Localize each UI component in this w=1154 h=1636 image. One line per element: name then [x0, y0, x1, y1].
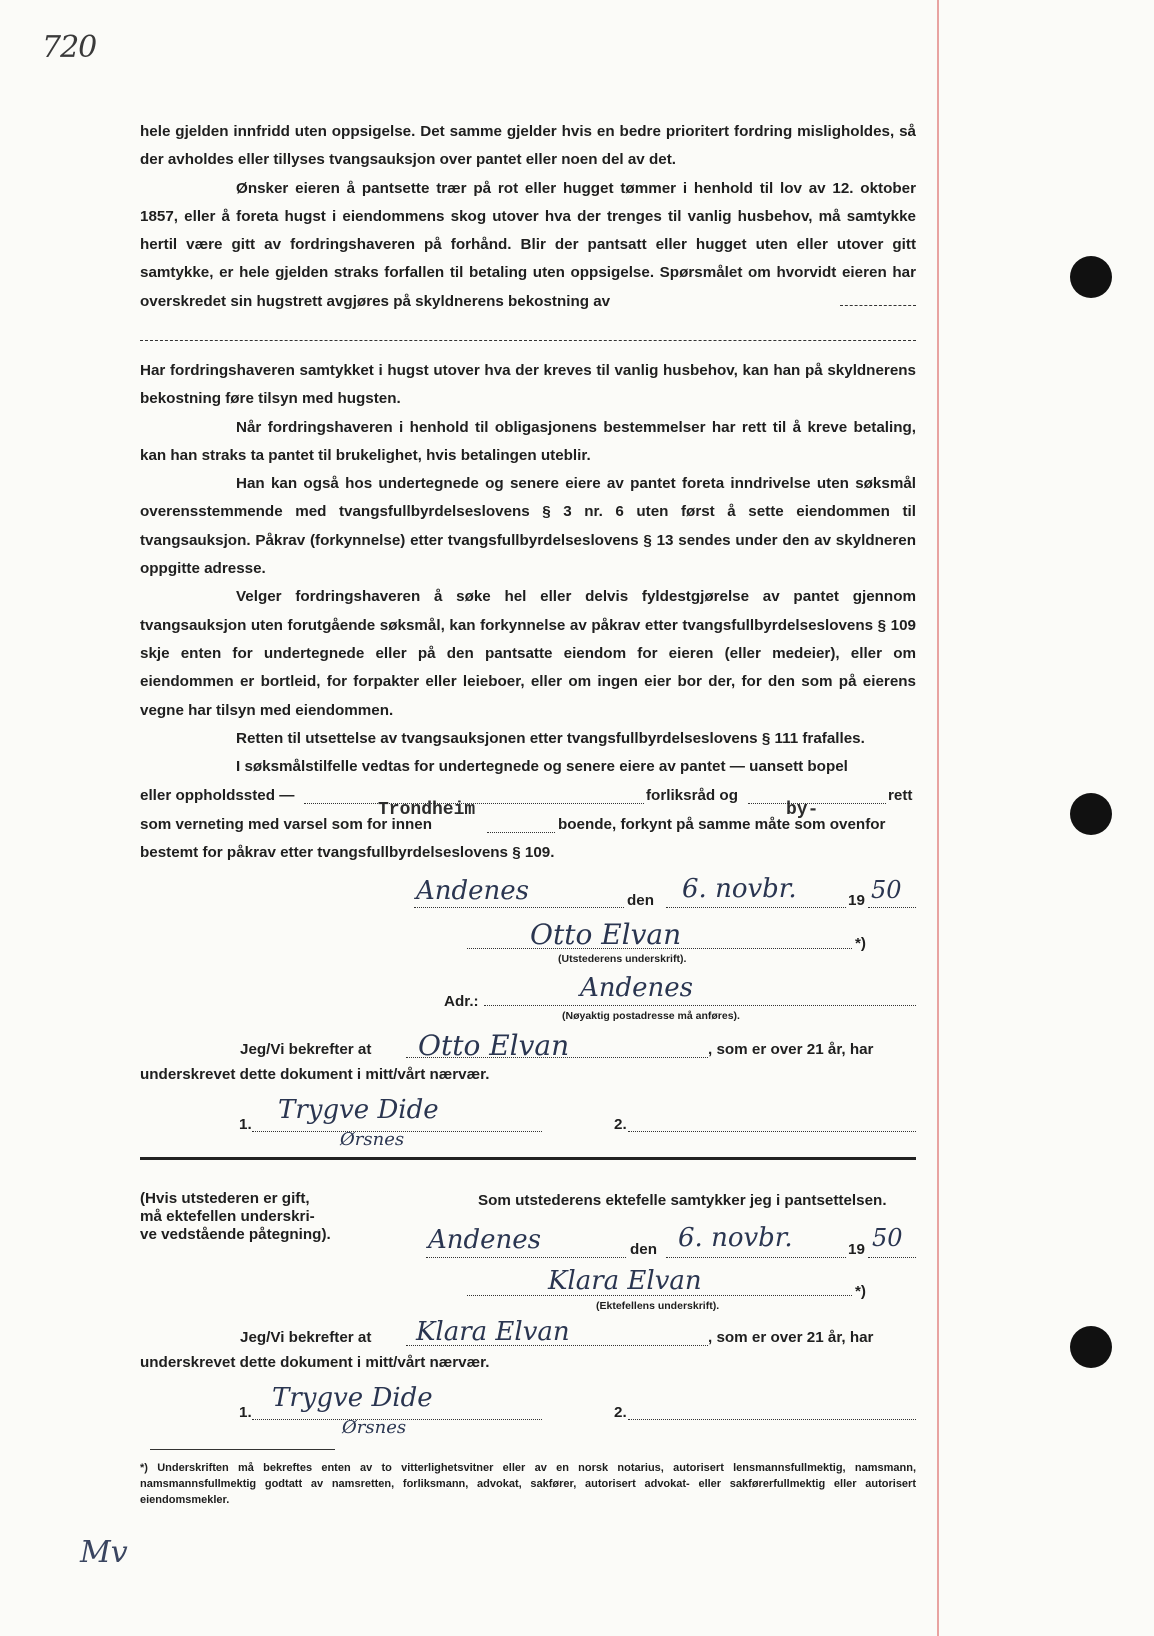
sig1-year-line	[868, 907, 916, 908]
spouse-witness2-label: 2.	[614, 1404, 627, 1421]
sig1-signature: Otto Elvan	[530, 918, 682, 951]
venue-line-3: bestemt for påkrav etter tvangsfullbyrdelseslovens § 109.	[140, 844, 555, 861]
blank-line	[140, 340, 916, 341]
sig1-year: 50	[871, 876, 902, 904]
body-text-block-1	[140, 118, 916, 316]
sig1-witness2-line	[628, 1131, 916, 1132]
paragraph: Retten til utsettelse av tvangsauksjonen etter tvangsfullbyrdelseslovens § 111 frafalles.	[236, 729, 865, 747]
sig1-date-line	[666, 907, 846, 908]
spouse-signature: Klara Elvan	[548, 1266, 702, 1296]
sig1-witness2-label: 2.	[614, 1116, 627, 1133]
blank-line	[840, 305, 916, 306]
margin-rule	[937, 0, 939, 1636]
sig1-adr-caption: (Nøyaktig postadresse må anføres).	[562, 1010, 740, 1022]
sig1-witness1-label: 1.	[239, 1116, 252, 1133]
spouse-date: 6. novbr.	[678, 1223, 793, 1253]
section-separator	[140, 1157, 916, 1160]
spouse-note	[140, 1190, 331, 1244]
sig1-witness1-name: Trygve Dide	[278, 1095, 439, 1125]
paragraph: Når fordringshaveren i henhold til obligasjonens bestemmelser har rett til å kreve betaling, kan han straks ta pantet til brukelighet, hvis betalingen uteblir.	[140, 418, 916, 464]
body-text-block-2	[140, 357, 916, 781]
sig1-place: Andenes	[416, 876, 530, 906]
spouse-place-line	[426, 1257, 626, 1258]
spouse-witness1-label: 1.	[239, 1404, 252, 1421]
spouse-den: den	[630, 1241, 658, 1258]
spouse-witness-name: Klara Elvan	[416, 1317, 570, 1347]
sig1-year-prefix: 19	[848, 892, 865, 909]
spouse-date-line	[666, 1257, 846, 1258]
footnote-rule	[150, 1449, 335, 1450]
sig1-address-line	[484, 1005, 916, 1006]
sig1-asterisk: *)	[855, 935, 866, 952]
sig1-address: Andenes	[580, 973, 694, 1003]
spouse-witness1-name: Trygve Dide	[272, 1383, 433, 1413]
spouse-note-line: (Hvis utstederen er gift,	[140, 1190, 310, 1207]
spouse-witness-rest: , som er over 21 år, har	[708, 1329, 874, 1346]
spouse-asterisk: *)	[855, 1283, 866, 1300]
sig1-witness1-line	[252, 1131, 542, 1132]
sig1-witness-name: Otto Elvan	[418, 1029, 570, 1062]
venue-line-1-start: eller oppholdssted —	[140, 787, 295, 804]
sig1-caption: (Utstederens underskrift).	[558, 953, 687, 965]
sig1-witness-line	[406, 1057, 708, 1058]
footnote: *) Underskriften må bekreftes enten av to vitterlighetsvitner eller av en norsk notarius, autorisert lensmannsfullmektig, namsmann, namsmannsfullmektig godtatt av namsretten, forliksmann, advokat, sakfører, autorisert advokat- eller sakførerfullmektig eller autorisert eiendomsmekler.	[140, 1462, 916, 1506]
sig1-place-line	[414, 907, 624, 908]
sig1-witness-rest: , som er over 21 år, har	[708, 1041, 874, 1058]
venue-line-1-mid: forliksråd og	[646, 787, 738, 804]
sig1-den: den	[627, 892, 655, 909]
page-number: 720	[42, 30, 97, 65]
paragraph: Velger fordringshaveren å søke hel eller delvis fyldestgjørelse av pantet gjennom tvangsauksjon uten forutgående søksmål, kan forkynnelse av påkrav etter tvangsfullbyrdelseslovens § 109 skje enten for undertegnede eller på den pantsatte eiendom for eieren (eller medeier), eller om eiendommen er bortleid, for forpakter eller leieboer, eller om ingen eier bor der, for den som på eierens vegne har tilsyn med eiendommen.	[140, 588, 916, 719]
margin-initials: Mv	[80, 1535, 128, 1570]
spouse-note-line: må ektefellen underskri-	[140, 1208, 315, 1225]
spouse-year-line	[868, 1257, 916, 1258]
typed-by: by-	[786, 800, 819, 820]
spouse-signature-line	[467, 1295, 852, 1296]
sig1-witness1-place: Ørsnes	[340, 1129, 405, 1150]
spouse-consent: Som utstederens ektefelle samtykker jeg i pantsettelsen.	[478, 1192, 887, 1209]
punch-hole	[1070, 256, 1112, 298]
venue-line-1-end: rett	[888, 787, 913, 804]
spouse-witness-line	[406, 1345, 708, 1346]
sig1-signature-line	[467, 948, 852, 949]
typed-city: Trondheim	[378, 800, 476, 820]
paragraph: Har fordringshaveren samtykket i hugst utover hva der kreves til vanlig husbehov, kan han på skyldnerens bekostning føre tilsyn med hugsten.	[140, 362, 916, 408]
sig1-date: 6. novbr.	[682, 874, 797, 904]
venue-line-2-start: som verneting med varsel som for innen	[140, 816, 433, 833]
spouse-year-prefix: 19	[848, 1241, 865, 1258]
paragraph: hele gjelden innfridd uten oppsigelse. Det samme gjelder hvis en bedre prioritert fordring misligholdes, så der avholdes eller tillyses tvangsauksjon over pantet eller noen del av det.	[140, 123, 916, 169]
sig1-witness-intro: Jeg/Vi bekrefter at	[240, 1041, 372, 1058]
spouse-year: 50	[872, 1224, 903, 1252]
paragraph: Han kan også hos undertegnede og senere eiere av pantet foreta inndrivelse uten søksmål overensstemmende med tvangsfullbyrdelseslovens § 3 nr. 6 uten først å sette eiendommen til tvangsauksjon. Påkrav (forkynnelse) etter tvangsfullbyrdelseslovens § 13 sendes under den av skyldneren oppgitte adresse.	[140, 475, 916, 578]
venue-blank	[487, 832, 555, 833]
sig1-witness-line2: underskrevet dette dokument i mitt/vårt nærvær.	[140, 1066, 490, 1083]
punch-hole	[1070, 1326, 1112, 1368]
paragraph: I søksmålstilfelle vedtas for undertegnede og senere eiere av pantet — uansett bopel	[236, 758, 848, 776]
spouse-witness1-place: Ørsnes	[342, 1417, 407, 1438]
spouse-place: Andenes	[428, 1225, 542, 1255]
sig1-adr-label: Adr.:	[444, 993, 479, 1010]
punch-hole	[1070, 793, 1112, 835]
spouse-caption: (Ektefellens underskrift).	[596, 1300, 720, 1312]
spouse-note-line: ve vedstående påtegning).	[140, 1226, 331, 1243]
spouse-witness1-line	[252, 1419, 542, 1420]
paragraph: Ønsker eieren å pantsette trær på rot eller hugget tømmer i henhold til lov av 12. oktober 1857, eller å foreta hugst i eiendommens skog utover hva der trenges til vanlig husbehov, må samtykke hertil være gitt av fordringshaveren på forhånd. Blir der pantsatt eller hugget uten eller utover gitt samtykke, er hele gjelden straks forfallen til betaling uten oppsigelse. Spørsmålet om hvorvidt eieren har overskredet sin hugstrett avgjøres på skyldnerens bekostning av	[140, 179, 916, 310]
spouse-witness-line2: underskrevet dette dokument i mitt/vårt nærvær.	[140, 1354, 490, 1371]
venue-line-2-end: boende, forkynt på samme måte som ovenfor	[558, 816, 886, 833]
spouse-witness-intro: Jeg/Vi bekrefter at	[240, 1329, 372, 1346]
spouse-witness2-line	[628, 1419, 916, 1420]
